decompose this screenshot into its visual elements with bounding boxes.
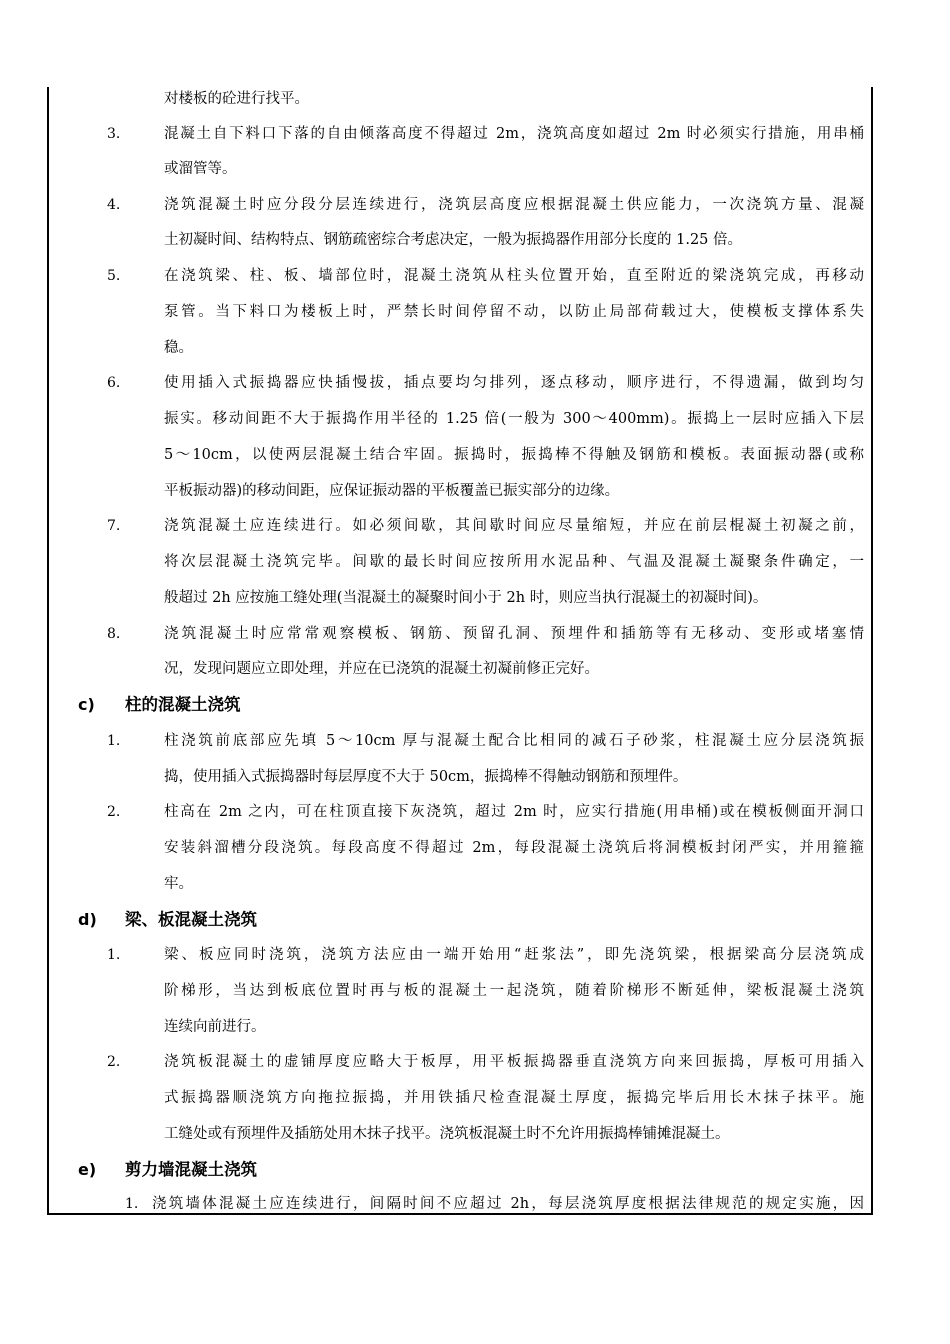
paragraph-line: 柱高在 2m 之内，可在柱顶直接下灰浇筑，超过 2m 时，应实行措施(用串桶)或在模板侧面开洞口 — [164, 804, 864, 820]
paragraph-line: 稳。 — [164, 340, 193, 356]
paragraph-line: 连续向前进行。 — [164, 1019, 266, 1035]
list-number: 2. — [107, 1054, 121, 1070]
paragraph-line: 安装斜溜槽分段浇筑。每段高度不得超过 2m，每段混凝土浇筑后将洞模板封闭严实，并用箍箍 — [164, 840, 864, 856]
section-heading: 剪力墙混凝土浇筑 — [125, 1160, 257, 1179]
paragraph-line: 振实。移动间距不大于振捣作用半径的 1.25 倍(一般为 300～400mm)。振捣上一层时应插入下层 — [164, 411, 864, 427]
paragraph-line: 浇筑混凝土时应分段分层连续进行，浇筑层高度应根据混凝土供应能力，一次浇筑方量、混凝 — [164, 197, 864, 213]
list-number: 1. — [107, 947, 121, 963]
paragraph-line: 浇筑板混凝土的虚铺厚度应略大于板厚，用平板振捣器垂直浇筑方向来回振捣，厚板可用插入 — [164, 1054, 864, 1070]
paragraph-line: 或溜管等。 — [164, 161, 237, 177]
section-letter: e) — [78, 1160, 97, 1179]
paragraph-line: 混凝土自下料口下落的自由倾落高度不得超过 2m，浇筑高度如超过 2m 时必须实行措施，用串桶 — [164, 126, 864, 142]
paragraph-line: 捣，使用插入式振捣器时每层厚度不大于 50cm，振捣棒不得触动钢筋和预埋件。 — [164, 769, 688, 785]
list-number: 2. — [107, 804, 121, 820]
list-number: 4. — [107, 197, 121, 213]
paragraph-line: 工缝处或有预埋件及插筋处用木抹子找平。浇筑板混凝土时不允许用振捣棒铺摊混凝土。 — [164, 1126, 730, 1142]
paragraph-line: 将次层混凝土浇筑完毕。间歇的最长时间应按所用水泥品种、气温及混凝土凝聚条件确定，一 — [164, 554, 864, 570]
paragraph-line: 使用插入式振捣器应快插慢拔，插点要均匀排列，逐点移动，顺序进行，不得遗漏，做到均匀 — [164, 375, 864, 391]
table-frame — [47, 87, 873, 1215]
list-number: 8. — [107, 626, 121, 642]
section-letter: c) — [78, 695, 95, 714]
paragraph-line: 浇筑混凝土时应常常观察模板、钢筋、预留孔洞、预埋件和插筋等有无移动、变形或堵塞情 — [164, 626, 864, 642]
paragraph-line: 泵管。当下料口为楼板上时，严禁长时间停留不动，以防止局部荷载过大，使模板支撑体系失 — [164, 304, 864, 320]
paragraph-line: 梁、板应同时浇筑，浇筑方法应由一端开始用“赶浆法”，即先浇筑梁，根据梁高分层浇筑成 — [164, 947, 864, 963]
paragraph-line: 般超过 2h 应按施工缝处理(当混凝土的凝聚时间小于 2h 时，则应当执行混凝土的初凝时间)。 — [164, 590, 768, 606]
paragraph-line: 况，发现问题应立即处理，并应在已浇筑的混凝土初凝前修正完好。 — [164, 661, 599, 677]
list-number: 1. — [125, 1196, 139, 1212]
list-number: 5. — [107, 268, 121, 284]
section-heading: 梁、板混凝土浇筑 — [125, 910, 257, 929]
list-number: 3. — [107, 126, 121, 142]
section-heading: 柱的混凝土浇筑 — [125, 695, 241, 714]
paragraph-line: 平板振动器)的移动间距，应保证振动器的平板覆盖已振实部分的边缘。 — [164, 483, 620, 499]
paragraph-line: 土初凝时间、结构特点、钢筋疏密综合考虑决定，一般为振捣器作用部分长度的 1.25 倍。 — [164, 232, 743, 248]
list-number: 7. — [107, 518, 121, 534]
paragraph-line: 在浇筑梁、柱、板、墙部位时，混凝土浇筑从柱头位置开始，直至附近的梁浇筑完成，再移动 — [164, 268, 864, 284]
paragraph-line: 对楼板的砼进行找平。 — [164, 91, 309, 107]
list-number: 6. — [107, 375, 121, 391]
list-number: 1. — [107, 733, 121, 749]
section-letter: d) — [78, 910, 97, 929]
paragraph-line: 浇筑墙体混凝土应连续进行，间隔时间不应超过 2h，每层浇筑厚度根据法律规范的规定实施，因 — [152, 1196, 864, 1212]
paragraph-line: 浇筑混凝土应连续进行。如必须间歇，其间歇时间应尽量缩短，并应在前层棍凝土初凝之前， — [164, 518, 864, 534]
paragraph-line: 阶梯形，当达到板底位置时再与板的混凝土一起浇筑，随着阶梯形不断延伸，梁板混凝土浇筑 — [164, 983, 864, 999]
paragraph-line: 5～10cm，以使两层混凝土结合牢固。振捣时，振捣棒不得触及钢筋和模板。表面振动器(或称 — [164, 447, 864, 463]
paragraph-line: 柱浇筑前底部应先填 5～10cm 厚与混凝土配合比相同的减石子砂浆，柱混凝土应分层浇筑振 — [164, 733, 864, 749]
paragraph-line: 式振捣器顺浇筑方向拖拉振捣，并用铁插尺检查混凝土厚度，振捣完毕后用长木抹子抹平。施 — [164, 1090, 864, 1106]
paragraph-line: 牢。 — [164, 876, 193, 892]
